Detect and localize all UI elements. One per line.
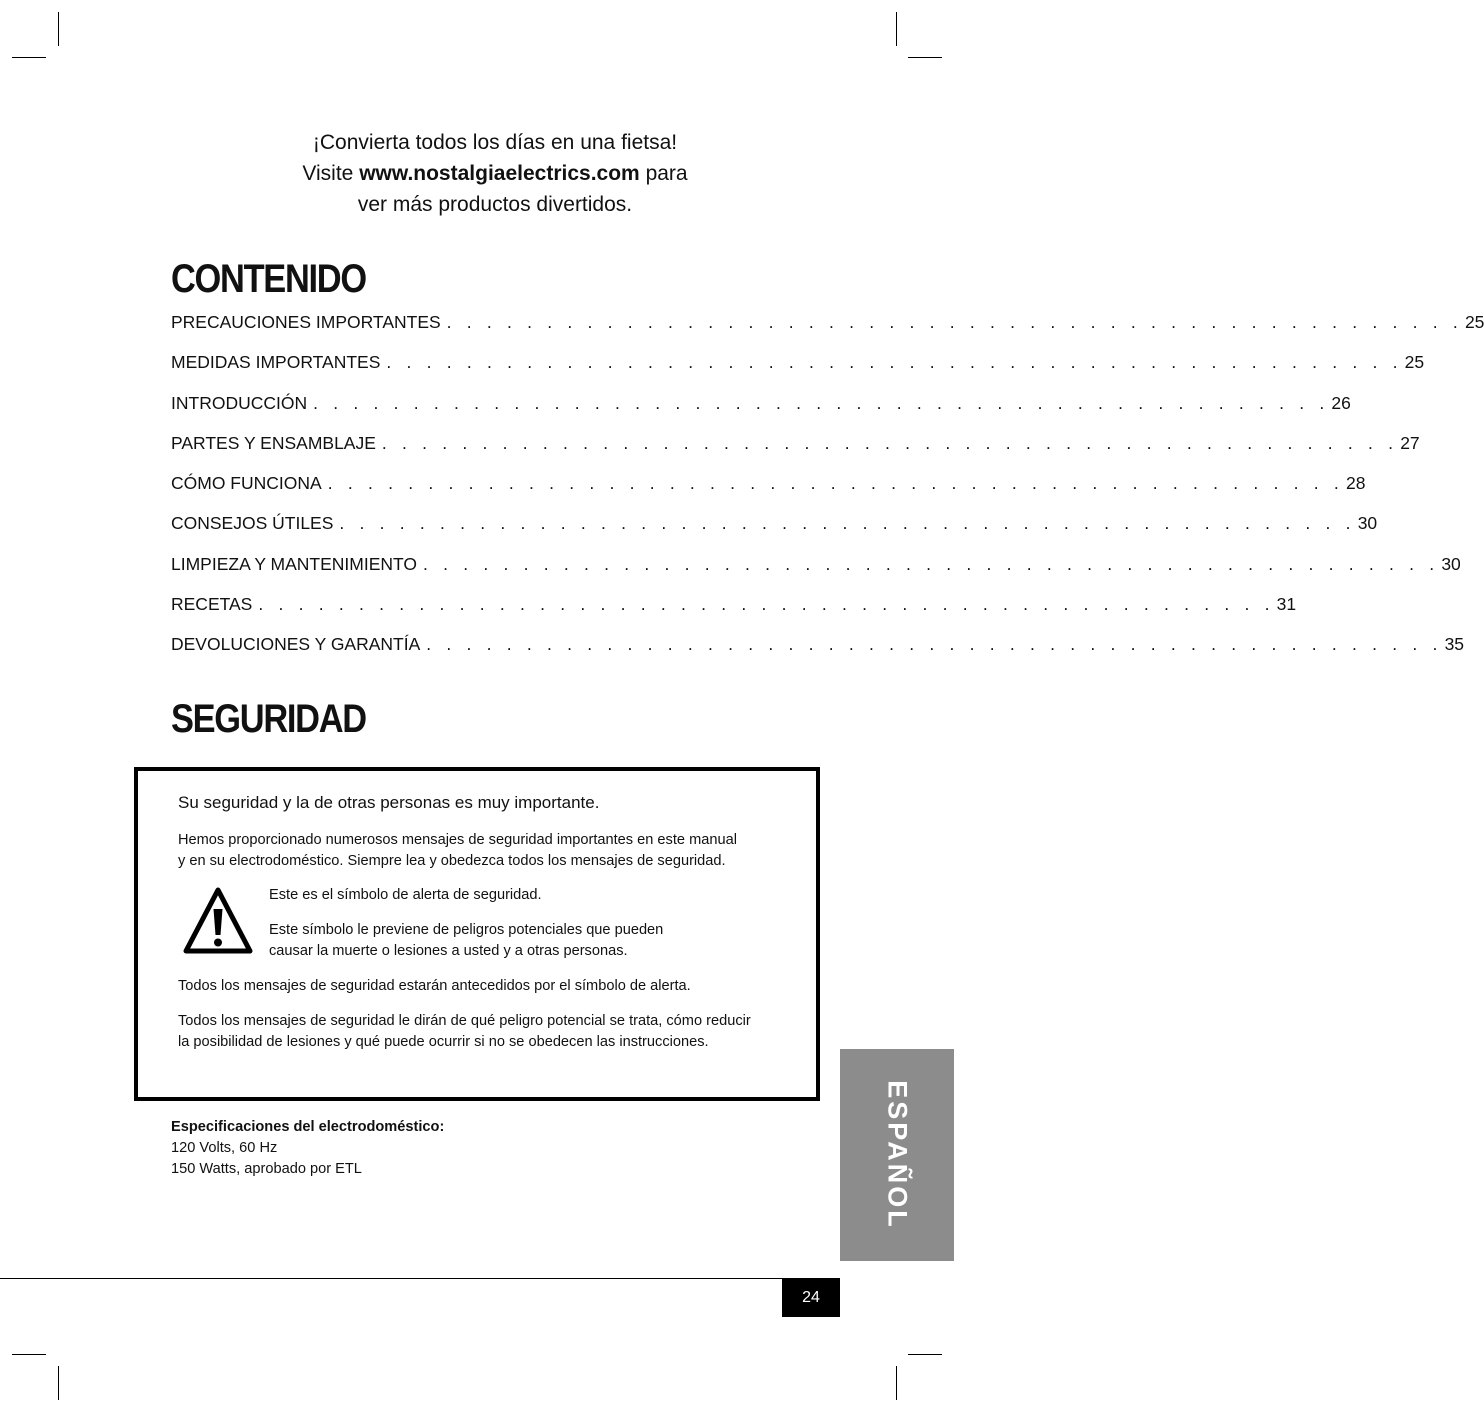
crop-mark [58, 12, 59, 46]
language-tab-label: ESPAÑOL [882, 1080, 913, 1230]
promo-line-3: ver más productos divertidos. [357, 193, 633, 216]
warning-triangle-icon [182, 885, 254, 957]
crop-mark [896, 12, 897, 46]
toc-item[interactable]: MEDIDAS IMPORTANTES . . . . . . . . . . . . . . . . . . . . . . . . . . . . . . . . . . . . . . . . . . . . . . . . . . . 25 [171, 352, 1425, 373]
promo-line-2: Visite www.nostalgiaelectrics.com para [302, 162, 688, 185]
symbol-description: Este símbolo le previene de peligros potenciales que pueden causar la muerte o lesiones a usted y a otras personas. [269, 922, 664, 959]
safety-box [134, 767, 820, 1101]
tell-text: Todos los mensajes de seguridad le dirán de qué peligro potencial se trata, cómo reducir la posibilidad de lesiones y qué puede ocurrir si no se obedecen las instrucciones. [178, 1013, 751, 1050]
page-number: 24 [782, 1278, 840, 1317]
promo-line-1: ¡Convierta todos los días en una fietsa! [312, 131, 678, 154]
website-link[interactable]: www.nostalgiaelectrics.com [359, 162, 640, 185]
crop-mark [58, 1366, 59, 1400]
toc-item[interactable]: DEVOLUCIONES Y GARANTÍA . . . . . . . . . . . . . . . . . . . . . . . . . . . . . . . . . . . . . . . . . . . . . . . . . . . 35 [171, 634, 1465, 655]
language-tab [840, 1049, 954, 1261]
crop-mark [12, 57, 46, 58]
table-of-contents [171, 312, 1484, 675]
toc-item[interactable]: PARTES Y ENSAMBLAJE . . . . . . . . . . . . . . . . . . . . . . . . . . . . . . . . . . . . . . . . . . . . . . . . . . . 27 [171, 432, 1420, 453]
toc-item[interactable]: LIMPIEZA Y MANTENIMIENTO . . . . . . . . . . . . . . . . . . . . . . . . . . . . . . . . . . . . . . . . . . . . . . . . . . . 30 [171, 553, 1461, 574]
specs-line-2: 150 Watts, aprobado por ETL [171, 1161, 362, 1177]
safety-intro: Hemos proporcionado numerosos mensajes de seguridad importantes en este manual y en su electrodoméstico. Siempre lea y obedezca todos los mensajes de seguridad. [178, 832, 737, 869]
footer-rule [0, 1278, 840, 1279]
toc-item[interactable]: INTRODUCCIÓN . . . . . . . . . . . . . . . . . . . . . . . . . . . . . . . . . . . . . . . . . . . . . . . . . . . 26 [171, 392, 1351, 413]
toc-item[interactable]: CONSEJOS ÚTILES . . . . . . . . . . . . . . . . . . . . . . . . . . . . . . . . . . . . . . . . . . . . . . . . . . . 30 [171, 513, 1378, 534]
crop-mark [896, 1366, 897, 1400]
safety-heading: SEGURIDAD [171, 697, 366, 741]
toc-item[interactable]: RECETAS . . . . . . . . . . . . . . . . . . . . . . . . . . . . . . . . . . . . . . . . . . . . . . . . . . . 31 [171, 594, 1297, 615]
crop-mark [12, 1354, 46, 1355]
specs-title: Especificaciones del electrodoméstico: [171, 1119, 445, 1135]
crop-mark [908, 57, 942, 58]
crop-mark [908, 1354, 942, 1355]
safety-lead: Su seguridad y la de otras personas es muy importante. [178, 793, 600, 812]
promo-text [160, 127, 830, 220]
toc-item[interactable]: PRECAUCIONES IMPORTANTES . . . . . . . . . . . . . . . . . . . . . . . . . . . . . . . . . . . . . . . . . . . . . . . . . . . 25 [171, 312, 1484, 332]
appliance-specs [171, 1117, 444, 1180]
specs-line-1: 120 Volts, 60 Hz [171, 1140, 278, 1156]
preceded-text: Todos los mensajes de seguridad estarán antecedidos por el símbolo de alerta. [178, 978, 691, 994]
toc-item[interactable]: CÓMO FUNCIONA . . . . . . . . . . . . . . . . . . . . . . . . . . . . . . . . . . . . . . . . . . . . . . . . . . . 28 [171, 473, 1366, 494]
contents-heading: CONTENIDO [171, 257, 366, 301]
symbol-line: Este es el símbolo de alerta de seguridad. [269, 887, 542, 903]
